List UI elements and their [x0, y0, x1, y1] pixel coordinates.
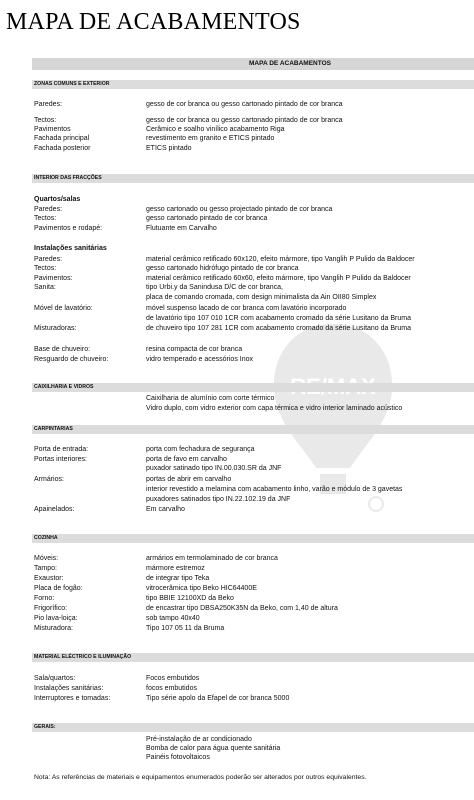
- row-value: de chuveiro tipo 107 281 1CR com acabamento cromado da série Lusitano da Bruma: [146, 325, 411, 332]
- section-heading-carpintarias: CARPINTARIAS: [32, 425, 474, 434]
- row-label: Instalações sanitárias:: [34, 685, 104, 692]
- row-label: Placa de fogão:: [34, 585, 83, 592]
- row-value: Caixilharia de alumínio com corte térmico: [146, 395, 275, 402]
- row-value: focos embutidos: [146, 685, 197, 692]
- row-value: Bomba de calor para água quente sanitária: [146, 745, 281, 752]
- row-value: vitrocerâmica tipo Beko HIC64400E: [146, 585, 257, 592]
- row-value: ETICS pintado: [146, 145, 192, 152]
- row-value: revestimento em granito e ETICS pintado: [146, 135, 275, 142]
- row-label: Misturadora:: [34, 625, 73, 632]
- section-heading-zonas-comuns: ZONAS COMUNS E EXTERIOR: [32, 80, 474, 89]
- row-value: móvel suspenso lacado de cor branca com lavatório incorporado: [146, 305, 347, 312]
- row-label: Fachada principal: [34, 135, 90, 142]
- row-value: gesso cartonado pintado de cor branca: [146, 215, 268, 222]
- row-label: Armários:: [34, 476, 64, 483]
- row-value: de lavatório tipo 107 010 1CR com acabamento cromado da série Lusitano da Bruma: [146, 315, 411, 322]
- section-heading-electrico: MATERIAL ELÉCTRICO E ILUMINAÇÃO: [32, 653, 474, 662]
- row-label: Pavimentos: [34, 126, 71, 133]
- row-label: Porta de entrada:: [34, 446, 89, 453]
- row-value: gesso de cor branca ou gesso cartonado pintado de cor branca: [146, 101, 343, 108]
- row-value: material cerâmico retificado 60x60, efeito mármore, tipo Vanglih P Pulido da Baldocer: [146, 275, 411, 282]
- row-label: Misturadoras:: [34, 325, 77, 332]
- row-label: Paredes:: [34, 101, 63, 108]
- row-value: tipo BBIE 12100XD da Beko: [146, 595, 234, 602]
- row-value: Em carvalho: [146, 506, 185, 513]
- row-value: Tipo 107 05 11 da Bruma: [146, 625, 225, 632]
- row-value: sob tampo 40x40: [146, 615, 200, 622]
- row-label: Tectos:: [34, 117, 57, 124]
- subheading-quartos: Quartos/salas: [34, 196, 81, 203]
- row-value: Focos embutidos: [146, 675, 200, 682]
- row-value: porta de favo em carvalho: [146, 456, 227, 463]
- row-value: mármore estremoz: [146, 565, 205, 572]
- row-value: placa de comando cromada, com design minimalista da Ain OII80 Simplex: [146, 294, 377, 301]
- row-value: gesso cartonado ou gesso projectado pintado de cor branca: [146, 206, 333, 213]
- row-value: de encastrar tipo DBSA250K35N da Beko, com 1,40 de altura: [146, 605, 338, 612]
- row-label: Portas interiores:: [34, 456, 87, 463]
- row-label: Interruptores e tomadas:: [34, 695, 111, 702]
- row-label: Sanita:: [34, 284, 56, 291]
- subheading-sanitarias: Instalações sanitárias: [34, 245, 107, 252]
- row-value: puxador satinado tipo IN.00.030.SR da JNF: [146, 465, 282, 472]
- row-value: puxadores satinados tipo IN.22.102.19 da JNF: [146, 496, 291, 503]
- row-label: Pio lava-loiça:: [34, 615, 78, 622]
- row-value: gesso cartonado hidrófugo pintado de cor branca: [146, 265, 299, 272]
- row-label: Sala/quartos:: [34, 675, 76, 682]
- document-title: MAPA DE ACABAMENTOS: [6, 9, 301, 35]
- row-label: Paredes:: [34, 206, 63, 213]
- row-value: Flutuante em Carvalho: [146, 225, 217, 232]
- table-header-title: MAPA DE ACABAMENTOS: [249, 60, 331, 67]
- row-label: Paredes:: [34, 256, 63, 263]
- row-value: portas de abrir em carvalho: [146, 476, 232, 483]
- row-value: Vidro duplo, com vidro exterior com capa térmica e vidro interior laminado acústico: [146, 405, 403, 412]
- section-heading-caixilharia: CAIXILHARIA E VIDROS: [32, 383, 474, 392]
- row-label: Tectos:: [34, 215, 57, 222]
- section-heading-cozinha: COZINHA: [32, 534, 474, 543]
- row-value: vidro temperado e acessórios Inox: [146, 356, 253, 363]
- row-label: Forno:: [34, 595, 55, 602]
- row-label: Tampo:: [34, 565, 57, 572]
- table-header: [32, 58, 474, 70]
- row-label: Móvel de lavatório:: [34, 305, 93, 312]
- row-label: Resguardo de chuveiro:: [34, 356, 109, 363]
- row-value: resina compacta de cor branca: [146, 346, 243, 353]
- section-heading-gerais: GERAIS:: [32, 723, 474, 732]
- section-heading-interior: INTERIOR DAS FRACÇÕES: [32, 174, 474, 183]
- row-label: Pavimentos e rodapé:: [34, 225, 103, 232]
- row-value: Cerâmico e soalho vinílico acabamento Riga: [146, 126, 285, 133]
- row-label: Pavimentos:: [34, 275, 73, 282]
- row-value: gesso de cor branca ou gesso cartonado pintado de cor branca: [146, 117, 343, 124]
- row-label: Apainelados:: [34, 506, 75, 513]
- row-label: Móveis:: [34, 555, 59, 562]
- row-value: porta com fechadura de segurança: [146, 446, 255, 453]
- row-value: material cerâmico retificado 60x120, efeito mármore, tipo Vanglih P Pulido da Baldocer: [146, 256, 415, 263]
- row-value: Tipo série apolo da Efapel de cor branca 5000: [146, 695, 290, 702]
- row-value: armários em termolaminado de cor branca: [146, 555, 278, 562]
- row-value: tipo Urbi.y da Sanindusa D/C de cor branca,: [146, 284, 283, 291]
- row-value: de integrar tipo Teka: [146, 575, 210, 582]
- row-label: Tectos:: [34, 265, 57, 272]
- row-value: Pré-instalação de ar condicionado: [146, 736, 252, 743]
- row-value: interior revestido a melamina com acabamento linho, varão e módulo de 3 gavetas: [146, 486, 403, 493]
- footnote: Nota: As referências de materiais e equipamentos enumerados poderão ser alterados por outros equivalentes.: [34, 774, 367, 781]
- row-label: Fachada posterior: [34, 145, 91, 152]
- row-label: Frigorífico:: [34, 605, 68, 612]
- row-label: Base de chuveiro:: [34, 346, 91, 353]
- row-label: Exaustor:: [34, 575, 64, 582]
- row-value: Painéis fotovoltaicos: [146, 754, 210, 761]
